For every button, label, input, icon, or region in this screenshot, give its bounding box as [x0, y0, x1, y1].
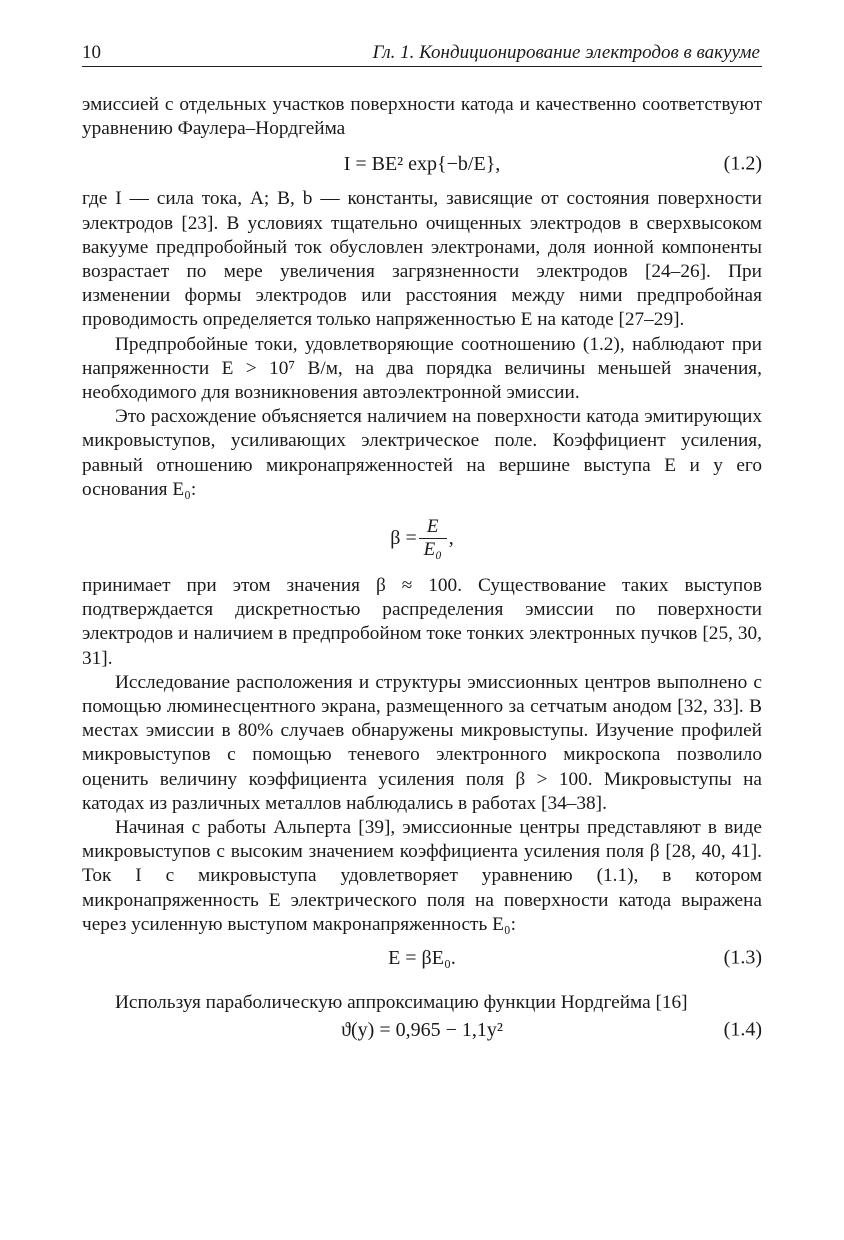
paragraph-2: где I — сила тока, А; B, b — константы, зависящие от состояния поверхности электродов [23]. В условиях тщательно очищенных электродов в сверхвысоком вакууме предпробойный ток обусловлен электронами, доля ионной компоненты возрастает по мере увеличения загрязненности электродов [24–26]. При изменении формы электродов или расстояния между ними предпробойная проводимость определяется только напряженностью E на катоде [27–29]. [82, 188, 762, 331]
paragraph-5: принимает при этом значения β ≈ 100. Существование таких выступов подтверждается дискретностью распределения эмиссии по поверхности электродов и наличием в предпробойном токе тонких электронных пучков [25, 30, 31]. [82, 575, 762, 669]
paragraph-4: Это расхождение объясняется наличием на поверхности катода эмитирующих микровыступов, усиливающих электрическое поле. Коэффициент усиления, равный отношению микронапряженностей на вершине выступа E и у его основания E₀: [82, 406, 762, 500]
equation-1-4 [82, 1015, 762, 1045]
equation-1-4-tag: (1.4) [723, 1018, 762, 1041]
fraction-numerator: E [426, 515, 439, 537]
equation-1-3-expr: E = βE₀. [388, 946, 456, 969]
equation-beta-fraction [419, 516, 447, 561]
running-header [82, 40, 762, 67]
equation-beta-lhs: β = [390, 526, 417, 549]
equation-1-4-expr: ϑ(y) = 0,965 − 1,1y² [341, 1018, 503, 1041]
fraction-denominator: E₀ [423, 538, 442, 560]
equation-beta-tail: , [448, 526, 454, 549]
paragraph-7: Начиная с работы Альперта [39], эмиссионные центры представляют в виде микровыступов с высоким значением коэффициента усиления поля β [28, 40, 41]. Ток I с микровыступа удовлетворяет уравнению (1.1), в котором микронапряженность E электрического поля на поверхности катода выражена через усиленную выступом макронапряженность E₀: [82, 817, 762, 935]
equation-beta [82, 502, 762, 574]
paragraph-1: эмиссией с отдельных участков поверхности катода и качественно соответствуют уравнению Фаулера–Нордгейма [82, 94, 762, 140]
equation-1-3-tag: (1.3) [723, 946, 762, 969]
equation-1-2-tag: (1.2) [723, 152, 762, 175]
chapter-title: Гл. 1. Кондиционирование электродов в вакууме [372, 42, 760, 63]
equation-1-3 [82, 937, 762, 979]
equation-1-2 [82, 141, 762, 187]
page-number: 10 [82, 42, 101, 63]
equation-1-2-expr: I = BE² exp{−b/E}, [343, 152, 501, 175]
paragraph-6: Исследование расположения и структуры эмиссионных центров выполнено с помощью люминесцентного экрана, размещенного за сетчатым анодом [32, 33]. В местах эмиссии в 80% случаев обнаружены микровыступы. Изучение профилей микровыступов с помощью теневого электронного микроскопа позволило оценить величину коэффициента усиления поля β > 100. Микровыступы на катодах из различных металлов наблюдались в работах [34–38]. [82, 671, 762, 814]
paragraph-3: Предпробойные токи, удовлетворяющие соотношению (1.2), наблюдают при напряженности E > 10⁷ В/м, на два порядка величины меньшей значения, необходимого для возникновения автоэлектронной эмиссии. [82, 333, 762, 404]
page [82, 40, 762, 1045]
paragraph-8: Используя параболическую аппроксимацию функции Нордгейма [16] [115, 992, 688, 1014]
